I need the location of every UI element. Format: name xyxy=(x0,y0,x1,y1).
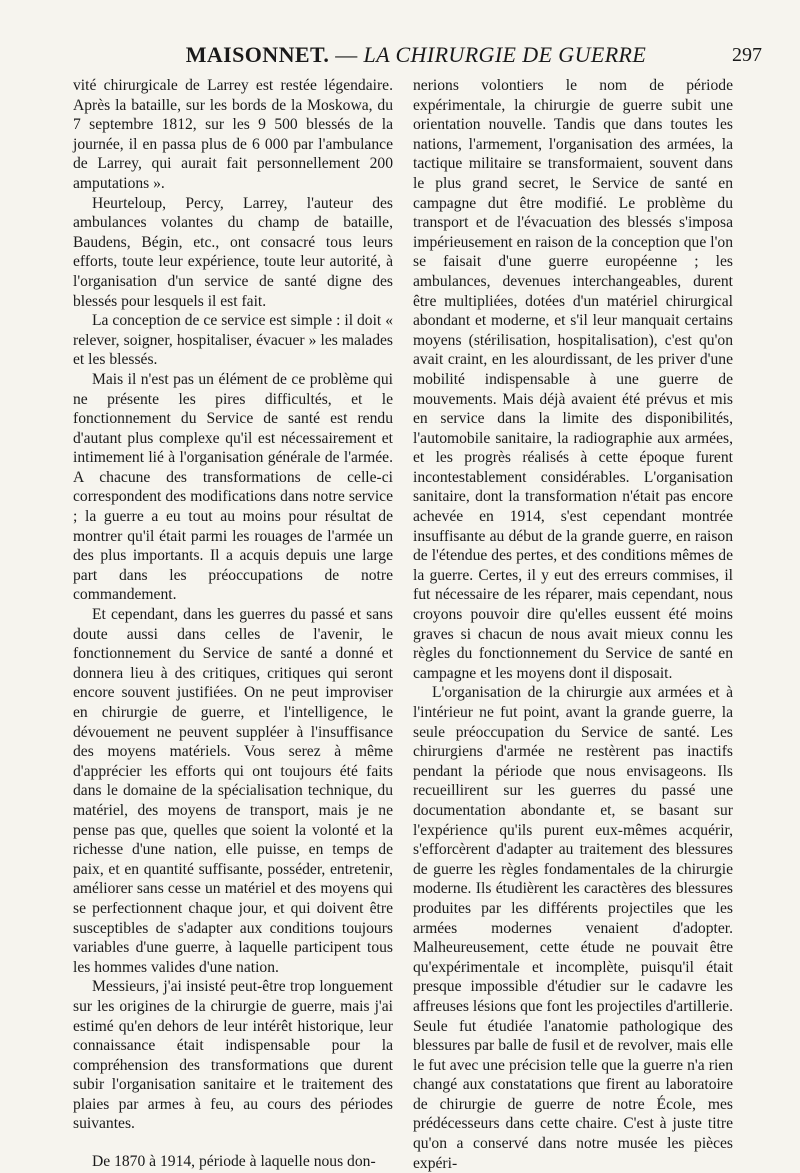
paragraph: vité chirurgicale de Larrey est restée légendaire. Après la bataille, sur les bords de la Moskowa, du 7 septembre 1812, sur les 9 500 blessés de la journée, il en passa plus de 6 000 par l'ambulance de Larrey, qui aurait fait personnellement 200 amputations ». xyxy=(73,77,393,192)
paragraph: De 1870 à 1914, période à laquelle nous don- xyxy=(92,1153,376,1171)
left-column xyxy=(73,76,393,1172)
paragraph: Mais il n'est pas un élément de ce problème qui ne présente les pires difficultés, et le fonctionnement du Service de santé est rendu d'autant plus complexe qu'il est nécessairement et intimement lié à l'organisation générale de l'armée. A chacune des transformations de celle-ci correspondent des modifications dans notre service ; la guerre a eu tout au moins pour résultat de montrer qu'il était parmi les rouages de l'armée un des plus importants. Il a acquis depuis une large part dans les préoccupations de notre commandement. xyxy=(73,370,393,604)
header-dash: — xyxy=(329,42,364,67)
page-number: 297 xyxy=(732,44,762,66)
page-header xyxy=(70,42,762,72)
paragraph: Heurteloup, Percy, Larrey, l'auteur des ambulances volantes du champ de bataille, Baudens, Bégin, etc., ont consacré tous leurs efforts, toute leur expérience, toute leur autorité, à l'organisation d'un service de santé digne des blessés pour lesquels il est fait. xyxy=(73,194,393,310)
running-title xyxy=(70,42,762,68)
header-book-title: LA CHIRURGIE DE GUERRE xyxy=(363,42,647,67)
header-author: MAISONNET. xyxy=(185,42,330,67)
paragraph: L'organisation de la chirurgie aux armées et à l'intérieur ne fut point, avant la grande guerre, la seule préoccupation du Service de santé. Les chirurgiens d'armée ne restèrent pas inactifs pendant la période que nous envisageons. Ils recueillirent sur les guerres du passé une documentation abondante et, se basant sur l'expérience qu'ils purent eux-mêmes acquérir, s'efforcèrent d'adapter au traitement des blessures de guerre les règles fondamentales de la chirurgie moderne. Ils étudièrent les caractères des blessures produites par les différents projectiles que les armées modernes venaient d'adopter. Malheureusement, cette étude ne pouvait être qu'expérimentale et incomplète, puisqu'il était presque impossible d'étudier sur le cadavre les affreuses lésions que font les projectiles d'artillerie. Seule fut étudiée l'anatomie pathologique des blessures par balle de fusil et de revolver, mais elle le fut avec une précision telle que la guerre n'a rien changé aux constatations que firent au laboratoire de chirurgie de guerre de notre École, mes prédécesseurs dans cette chaire. C'est à juste titre qu'on a conservé dans notre musée les pièces expéri- xyxy=(413,684,733,1172)
right-column xyxy=(413,76,733,1173)
paragraph: Messieurs, j'ai insisté peut-être trop longuement sur les origines de la chirurgie de guerre, mais j'ai estimé qu'en dehors de leur intérêt historique, leur connaissance était indispensable pour la compréhension des transformations que durent subir l'organisation sanitaire et le traitement des plaies par armes à feu, au cours des périodes suivantes. xyxy=(73,978,393,1133)
paragraph: La conception de ce service est simple : il doit « relever, soigner, hospitaliser, évacuer » les malades et les blessés. xyxy=(73,312,393,369)
paragraph: nerions volontiers le nom de période expérimentale, la chirurgie de guerre subit une orientation nouvelle. Tandis que dans toutes les nations, l'armement, l'organisation des armées, la tactique militaire se transformaient, souvent dans le plus grand secret, le Service de santé en campagne dut être modifié. Le problème du transport et de l'évacuation des blessés s'imposa impérieusement en raison de la conception que l'on se faisait d'une guerre européenne ; les ambulances, devenues interchangeables, durent être multipliées, dotées d'un matériel chirurgical abondant et moderne, et s'il leur manquait certains moyens (stérilisation, hospitalisation), c'est qu'on avait craint, en les alourdissant, de les priver d'une mobilité indispensable à une guerre de mouvements. Mais déjà avaient été prévus et mis en service dans la limite des disponibilités, l'automobile sanitaire, la radiographie aux armées, et les progrès réalisés à cette époque furent incontestablement considérables. L'organisation sanitaire, dont la transformation n'était pas encore achevée en 1914, s'est cependant montrée insuffisante au début de la grande guerre, en raison de l'étendue des pertes, et des conditions mêmes de la guerre. Certes, il y eut des erreurs commises, il fut nécessaire de les réparer, mais cependant, nous croyons pouvoir dire qu'elles eussent été moins graves si chacun de nous avait mieux connu les règles du fonctionnement du Service de santé en campagne et les moyens dont il disposait. xyxy=(413,77,733,682)
paragraph: Et cependant, dans les guerres du passé et sans doute aussi dans celles de l'avenir, le fonctionnement du Service de santé a donné et donnera lieu à des critiques, critiques qui seront encore souvent justifiées. On ne peut improviser en chirurgie de guerre, et l'intelligence, le dévouement ne peuvent suppléer à l'insuffisance des moyens matériels. Vous serez à même d'apprécier les efforts qui ont toujours été faits dans le domaine de la spécialisation technique, du matériel, des moyens de transport, mais je ne pense pas que, quelles que soient la volonté et la richesse d'une nation, elle puisse, en temps de paix, et en quantité suffisante, posséder, entretenir, améliorer sans cesse un matériel et des moyens qui se perfectionnent chaque jour, et qui doivent être susceptibles de s'adapter aux conditions toujours variables d'une guerre, à laquelle participent tous les hommes valides d'une nation. xyxy=(73,606,393,976)
